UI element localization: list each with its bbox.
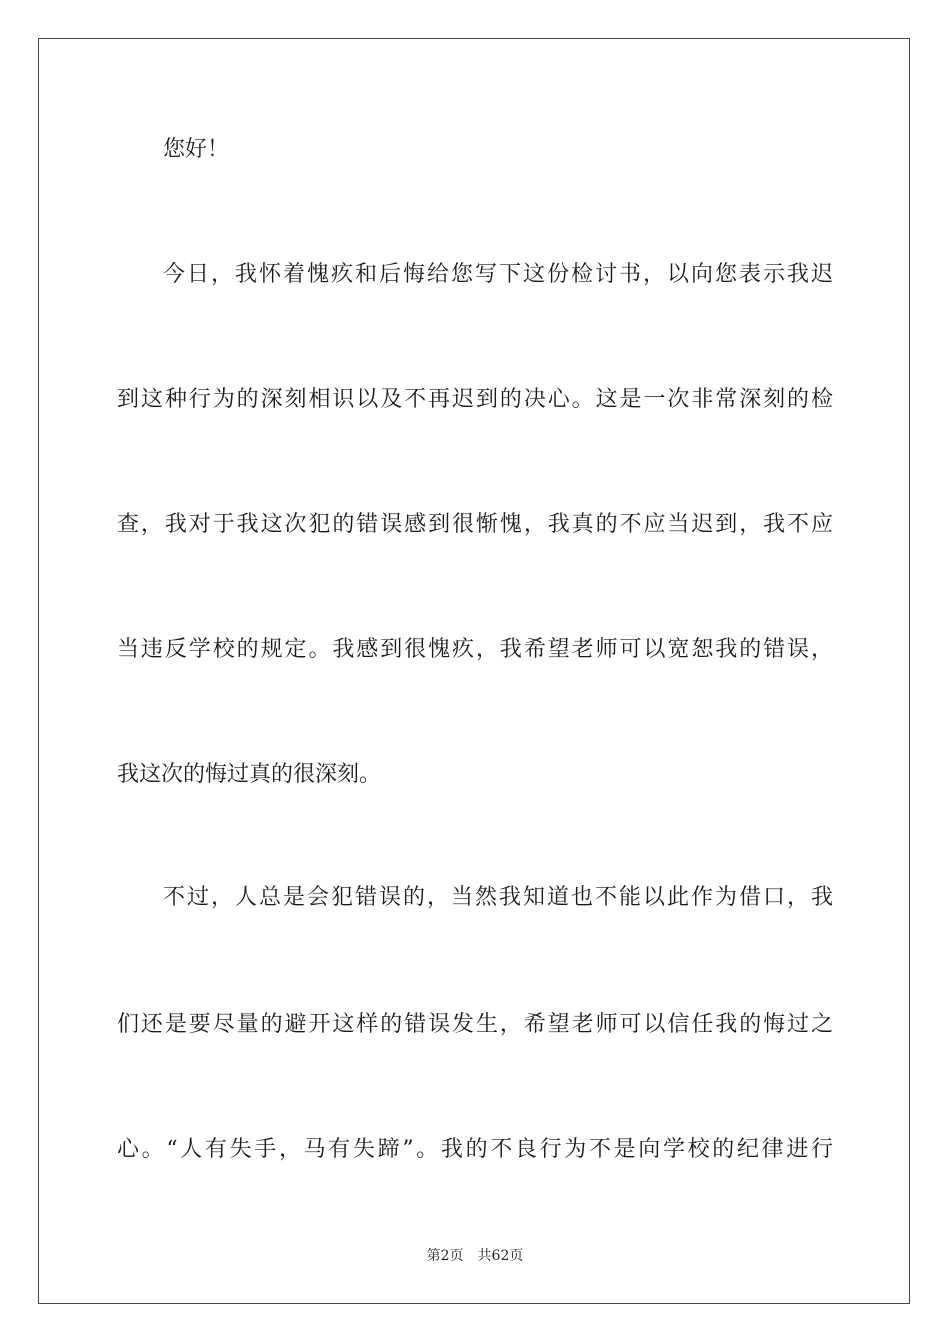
paragraph-1-line-3: 查，我对于我这次犯的错误感到很惭愧，我真的不应当迟到，我不应 <box>117 512 833 537</box>
page-border <box>38 38 910 1304</box>
paragraph-2-line-1: 不过，人总是会犯错误的，当然我知道也不能以此作为借口，我 <box>163 885 833 910</box>
page-number: 第2页 <box>426 1248 464 1264</box>
paragraph-1-line-1: 今日，我怀着愧疚和后悔给您写下这份检讨书，以向您表示我迟 <box>163 262 833 287</box>
paragraph-2-line-3: 心。“人有失手，马有失蹄”。我的不良行为不是向学校的纪律进行 <box>117 1137 833 1162</box>
total-pages: 共62页 <box>477 1248 524 1264</box>
greeting: 您好！ <box>163 137 230 162</box>
page-footer <box>0 1246 950 1266</box>
paragraph-2-line-2: 们还是要尽量的避开这样的错误发生，希望老师可以信任我的悔过之 <box>117 1012 833 1037</box>
paragraph-1-line-2: 到这种行为的深刻相识以及不再迟到的决心。这是一次非常深刻的检 <box>117 387 833 412</box>
paragraph-1-line-5: 我这次的悔过真的很深刻。 <box>117 762 382 787</box>
paragraph-1-line-4: 当违反学校的规定。我感到很愧疚，我希望老师可以宽恕我的错误， <box>117 637 833 662</box>
